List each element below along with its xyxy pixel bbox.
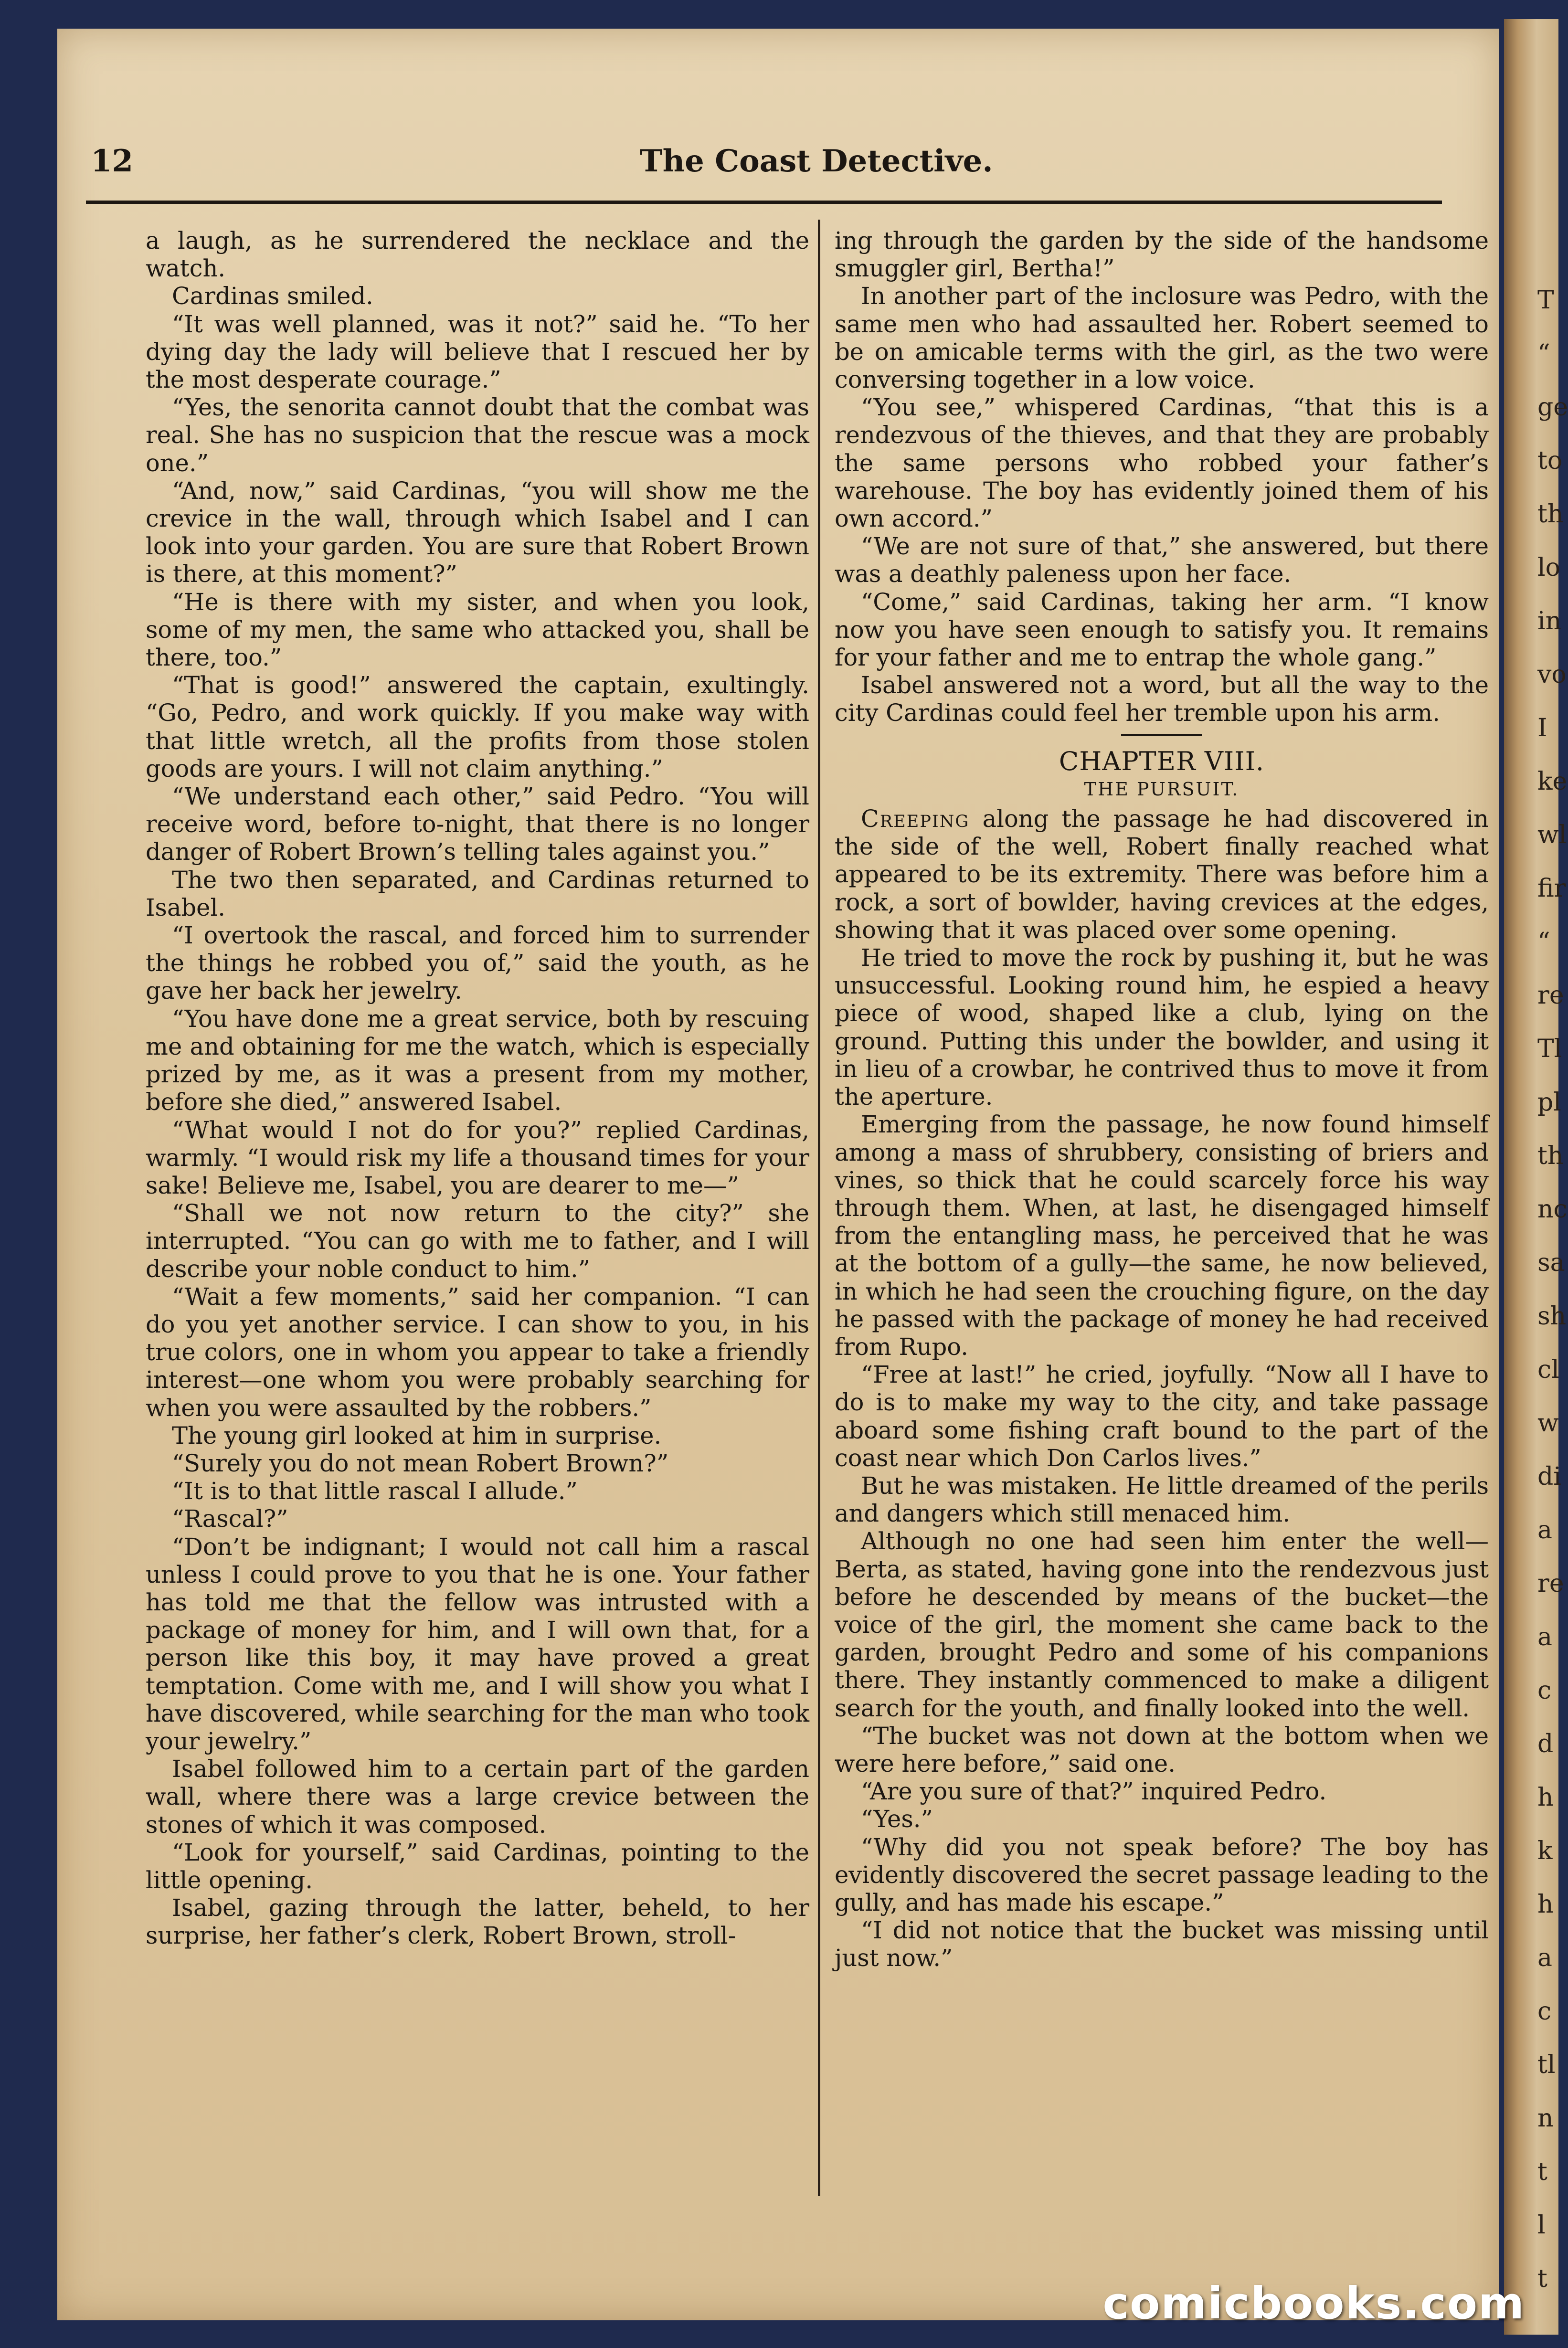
paragraph: “Shall we not now return to the city?” she interrupted. “You can go with me to father, and I will describe your noble conduct to him.” xyxy=(146,1199,809,1283)
paragraph: “You see,” whispered Cardinas, “that this is a rendezvous of the thieves, and that they are probably the same persons who robbed your father’s warehouse. The boy has evidently joined them of his own accord.” xyxy=(835,393,1489,533)
adjacent-fragment: a xyxy=(1537,1944,1553,1972)
paragraph: “Yes.” xyxy=(861,1805,933,1833)
section-rule xyxy=(1121,734,1202,736)
adjacent-fragment: c xyxy=(1537,1997,1552,2026)
adjacent-fragment: in xyxy=(1537,607,1562,635)
adjacent-fragment: a xyxy=(1537,1623,1553,1651)
paragraph: Cardinas smiled. xyxy=(172,282,373,310)
paragraph: “That is good!” answered the captain, exultingly. “Go, Pedro, and work quickly. If you make way with that little wretch, all the profits from those stolen goods are yours. I will not claim anything.” xyxy=(146,671,809,783)
paragraph: “Yes, the senorita cannot doubt that the combat was real. She has no suspicion that the rescue was a mock one.” xyxy=(146,393,809,477)
paragraph: Isabel followed him to a certain part of the garden wall, where there was a large crevice between the stones of which it was composed. xyxy=(146,1755,809,1839)
page-header xyxy=(91,138,1428,191)
column-divider xyxy=(818,220,820,2196)
paragraph: The two then separated, and Cardinas returned to Isabel. xyxy=(146,866,809,921)
paragraph: “We are not sure of that,” she answered, but there was a deathly paleness upon her face. xyxy=(835,532,1489,588)
adjacent-fragment: wl xyxy=(1537,821,1567,849)
chapter-title: CHAPTER VIII. xyxy=(1059,746,1265,776)
paragraph: “The bucket was not down at the bottom when we were here before,” said one. xyxy=(835,1722,1489,1777)
adjacent-fragment: t xyxy=(1537,2158,1547,2186)
adjacent-fragment: t xyxy=(1537,2264,1547,2293)
adjacent-fragment: n xyxy=(1537,2104,1554,2133)
adjacent-fragment: re xyxy=(1537,981,1564,1010)
paragraph: a laugh, as he surrendered the necklace and the watch. xyxy=(146,227,809,283)
paragraph: “You have done me a great service, both by rescuing me and obtaining for me the watch, which is especially prized by me, as it was a present from my mother, before she died,” answered Isabel. xyxy=(146,1005,809,1116)
paragraph: “Come,” said Cardinas, taking her arm. “I know now you have seen enough to satisfy you. It remains for your father and me to entrap the whole gang.” xyxy=(835,588,1489,672)
paragraph: “I overtook the rascal, and forced him to surrender the things he robbed you of,” said the youth, as he gave her back her jewelry. xyxy=(146,921,809,1005)
watermark-logo: comicbooks.com xyxy=(1102,2278,1525,2329)
adjacent-fragment: a xyxy=(1537,1516,1553,1544)
adjacent-fragment: d xyxy=(1537,1730,1554,1758)
adjacent-fragment: ke xyxy=(1537,767,1568,796)
adjacent-fragment: T xyxy=(1537,286,1554,315)
adjacent-fragment: Tl xyxy=(1537,1035,1562,1063)
adjacent-fragment: pl xyxy=(1537,1088,1561,1117)
adjacent-fragment: vo xyxy=(1537,660,1567,689)
paragraph: The young girl looked at him in surprise. xyxy=(172,1421,662,1449)
paragraph: “Look for yourself,” said Cardinas, pointing to the little opening. xyxy=(146,1838,809,1894)
paragraph: “What would I not do for you?” replied Cardinas, warmly. “I would risk my life a thousand times for your sake! Believe me, Isabel, you are dearer to me—” xyxy=(146,1116,809,1199)
paragraph: “It is to that little rascal I allude.” xyxy=(172,1477,578,1505)
adjacent-fragment: w xyxy=(1537,1409,1559,1438)
adjacent-fragment: c xyxy=(1537,1676,1552,1705)
adjacent-fragment: h xyxy=(1537,1783,1554,1812)
opening-text: along the passage he had discovered in the side of the well, Robert finally reached what appeared to be its extremity. There was before him a rock, a sort of bowlder, having crevices at the edges, showing that it was placed over some opening. xyxy=(835,805,1489,944)
drop-word: Creeping xyxy=(861,805,970,833)
adjacent-fragment: re xyxy=(1537,1569,1564,1598)
adjacent-fragment: h xyxy=(1537,1890,1554,1919)
adjacent-fragment: ge xyxy=(1537,393,1568,422)
adjacent-page-strip xyxy=(1504,19,1568,2335)
adjacent-fragment: “ xyxy=(1537,928,1550,956)
adjacent-fragment: di xyxy=(1537,1462,1561,1491)
paragraph: “Wait a few moments,” said her companion. “I can do you yet another service. I can show to you, in his true colors, one in whom you appear to take a friendly interest—one whom you were probably searching for when you were assaulted by the robbers.” xyxy=(146,1282,809,1422)
adjacent-fragment: “ xyxy=(1537,339,1550,368)
adjacent-fragment: nc xyxy=(1537,1195,1568,1224)
paragraph: “We understand each other,” said Pedro. “You will receive word, before to-night, that there is no longer danger of Robert Brown’s telling tales against you.” xyxy=(146,783,809,866)
adjacent-fragment: lo xyxy=(1537,553,1560,582)
adjacent-fragment: sa xyxy=(1537,1248,1565,1277)
running-title: The Coast Detective. xyxy=(640,143,993,179)
paragraph: “Why did you not speak before? The boy has evidently discovered the secret passage leading to the gully, and has made his escape.” xyxy=(835,1833,1489,1916)
paragraph: “It was well planned, was it not?” said he. “To her dying day the lady will believe that I rescued her by the most desperate courage.” xyxy=(146,310,809,394)
paragraph: “I did not notice that the bucket was missing until just now.” xyxy=(835,1916,1489,1972)
right-column-bottom xyxy=(835,944,1489,1972)
adjacent-fragment: fir xyxy=(1537,874,1566,903)
adjacent-fragment: l xyxy=(1537,2211,1546,2240)
adjacent-fragment: k xyxy=(1537,1837,1553,1865)
paragraph: “And, now,” said Cardinas, “you will show me the crevice in the wall, through which Isabel and I can look into your garden. You are sure that Robert Brown is there, at this moment?” xyxy=(146,476,809,588)
paragraph: Isabel answered not a word, but all the way to the city Cardinas could feel her tremble upon his arm. xyxy=(835,671,1489,727)
chapter-subtitle: THE PURSUIT. xyxy=(1084,778,1240,800)
paragraph: “Are you sure of that?” inquired Pedro. xyxy=(861,1777,1327,1806)
paragraph: In another part of the inclosure was Pedro, with the same men who had assaulted her. Robert seemed to be on amicable terms with the girl, as the two were conversing together in a low voice. xyxy=(835,282,1489,394)
adjacent-fragment: sh xyxy=(1537,1302,1567,1331)
paragraph: Isabel, gazing through the latter, beheld, to her surprise, her father’s clerk, Robert Brown, stroll- xyxy=(146,1894,809,1950)
adjacent-fragment: th xyxy=(1537,500,1564,529)
page-number: 12 xyxy=(91,143,134,179)
paragraph: “Free at last!” he cried, joyfully. “Now all I have to do is to make my way to the city, and take passage aboard some fishing craft bound to the part of the coast near which Don Carlos lives.” xyxy=(835,1361,1489,1472)
paragraph: “Surely you do not mean Robert Brown?” xyxy=(172,1449,669,1477)
adjacent-fragment: cl xyxy=(1537,1355,1559,1384)
paragraph: Emerging from the passage, he now found himself among a mass of shrubbery, consisting of briers and vines, so thick that he could scarcely force his way through them. When, at last, he disengaged himself from the entangling mass, he perceived that he was at the bottom of a gully—the same, he now believed, in which he had seen the crouching figure, on the day he passed with the package of money he had received from Rupo. xyxy=(835,1111,1489,1361)
left-column xyxy=(146,227,809,1950)
adjacent-fragment: to xyxy=(1537,446,1563,475)
chapter-opening-paragraph xyxy=(835,805,1489,944)
paragraph: “He is there with my sister, and when you look, some of my men, the same who attacked you, shall be there, too.” xyxy=(146,588,809,672)
paragraph: “Rascal?” xyxy=(172,1505,288,1533)
paragraph: “Don’t be indignant; I would not call him a rascal unless I could prove to you that he is one. Your father has told me that the fellow was intrusted with a package of money for him, and I will own that, for a person like this boy, it may have proved a great temptation. Come with me, and I will show you what I have discovered, while searching for the man who took your jewelry.” xyxy=(146,1533,809,1755)
adjacent-fragment: I xyxy=(1537,714,1547,742)
header-rule xyxy=(86,201,1442,204)
right-column xyxy=(835,227,1489,1972)
right-column-top xyxy=(835,227,1489,727)
paragraph: But he was mistaken. He little dreamed of the perils and dangers which still menaced him. xyxy=(835,1471,1489,1528)
paragraph: Although no one had seen him enter the well—Berta, as stated, having gone into the rendezvous just before he descended by means of the bucket—the voice of the girl, the moment she came back to the garden, brought Pedro and some of his companions there. They instantly commenced to make a diligent search for the youth, and finally looked into the well. xyxy=(835,1527,1489,1722)
adjacent-fragment: tl xyxy=(1537,2051,1556,2079)
adjacent-fragment: th xyxy=(1537,1142,1564,1170)
paragraph: He tried to move the rock by pushing it, but he was unsuccessful. Looking round him, he espied a heavy piece of wood, shaped like a club, lying on the ground. Putting this under the bowlder, and using it in lieu of a crowbar, he contrived thus to move it from the aperture. xyxy=(835,944,1489,1111)
paragraph: ing through the garden by the side of the handsome smuggler girl, Bertha!” xyxy=(835,227,1489,283)
